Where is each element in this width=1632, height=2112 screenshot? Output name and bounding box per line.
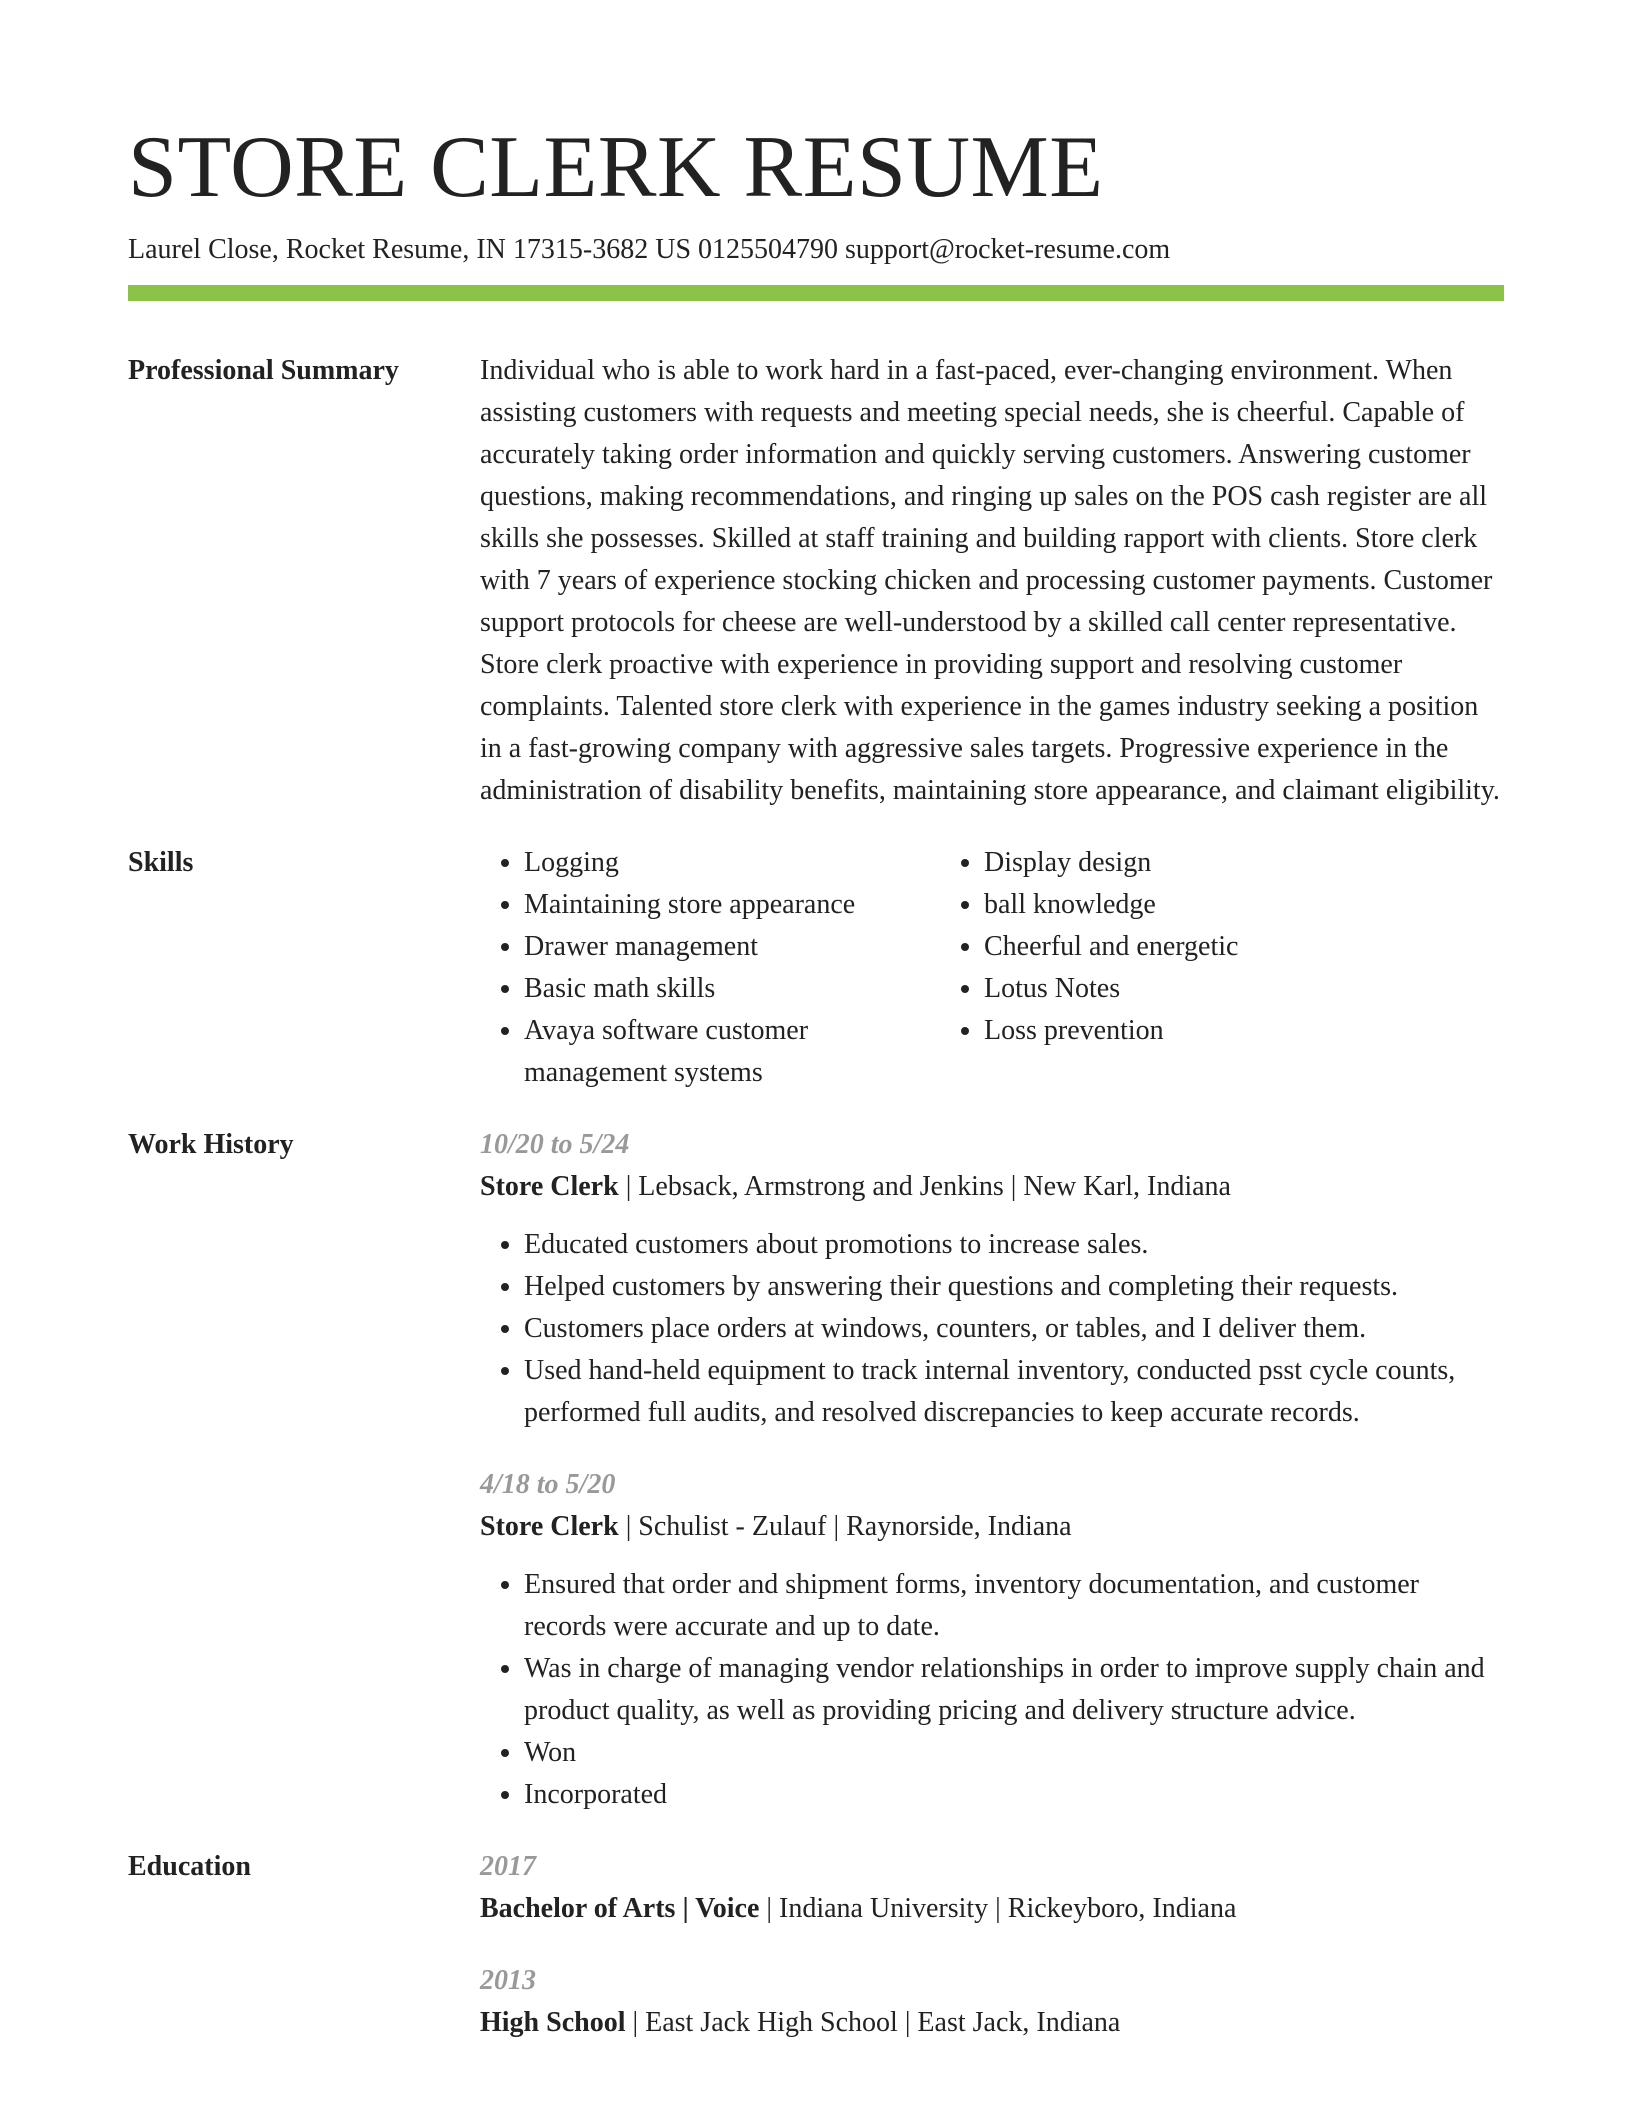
job-employer-location: | Schulist - Zulauf | Raynorside, Indiana [618, 1511, 1072, 1542]
education-body [480, 1846, 1504, 2044]
education-heading [480, 2002, 1504, 2044]
job-entry [480, 1124, 1504, 1434]
job-duty-item: • Ensured that order and shipment forms, inventory documentation, and customer records were accurate and up to date. [524, 1564, 1504, 1648]
section-label-summary: Professional Summary [128, 355, 399, 386]
education-year: 2013 [480, 1965, 536, 1996]
job-duty-item: • Helped customers by answering their questions and completing their requests. [524, 1266, 1504, 1308]
work-history-section [128, 1124, 1504, 1816]
section-label-work-history: Work History [128, 1129, 294, 1160]
job-heading [480, 1166, 1504, 1208]
resume-title: STORE CLERK RESUME [128, 119, 1104, 216]
job-duty-item: • Won [524, 1732, 1504, 1774]
summary-section [128, 350, 1504, 812]
job-title: Store Clerk [480, 1511, 619, 1542]
header-divider [128, 285, 1504, 301]
education-school-location: | Indiana University | Rickeyboro, Indiana [759, 1893, 1237, 1924]
section-label-skills: Skills [128, 847, 194, 878]
education-entry [480, 1960, 1504, 2044]
education-school-location: | East Jack High School | East Jack, Indiana [625, 2007, 1121, 2038]
job-entry [480, 1464, 1504, 1816]
education-heading [480, 1888, 1504, 1930]
job-heading [480, 1506, 1504, 1548]
skill-item: • Cheerful and energetic [984, 926, 1504, 968]
job-duty-item: • Incorporated [524, 1774, 1504, 1816]
job-duty-item: • Customers place orders at windows, counters, or tables, and I deliver them. [524, 1308, 1504, 1350]
skill-item: • Logging [524, 842, 940, 884]
skill-item: • Avaya software customer management systems [524, 1010, 940, 1094]
skill-item: • Maintaining store appearance [524, 884, 940, 926]
skill-item: • Drawer management [524, 926, 940, 968]
skill-item: • Basic math skills [524, 968, 940, 1010]
work-history-body [480, 1124, 1504, 1816]
skills-section [128, 842, 1504, 1094]
resume-sections [128, 350, 1504, 2074]
section-label-education: Education [128, 1851, 251, 1882]
skill-item: • Lotus Notes [984, 968, 1504, 1010]
education-entry [480, 1846, 1504, 1930]
skill-item: • Loss prevention [984, 1010, 1504, 1052]
summary-text: Individual who is able to work hard in a fast-paced, ever-changing environment. When assisting customers with requests and meeting special needs, she is cheerful. Capable of accurately taking order information and quickly serving customers. Answering customer questions, making recommendations, and ringing up sales on the POS cash register are all skills she possesses. Skilled at staff training and building rapport with clients. Store clerk with 7 years of experience stocking chicken and processing customer payments. Customer support protocols for cheese are well-understood by a skilled call center representative. Store clerk proactive with experience in providing support and resolving customer complaints. Talented store clerk with experience in the games industry seeking a position in a fast-growing company with aggressive sales targets. Progressive experience in the administration of disability benefits, maintaining store appearance, and claimant eligibility. [480, 355, 1500, 806]
skills-body [480, 842, 1504, 1094]
job-duties [480, 1564, 1504, 1816]
education-section [128, 1846, 1504, 2044]
skill-item: • Display design [984, 842, 1504, 884]
job-duty-item: • Used hand-held equipment to track internal inventory, conducted psst cycle counts, performed full audits, and resolved discrepancies to keep accurate records. [524, 1350, 1504, 1434]
job-duty-item: • Was in charge of managing vendor relationships in order to improve supply chain and product quality, as well as providing pricing and delivery structure advice. [524, 1648, 1504, 1732]
job-duty-item: • Educated customers about promotions to increase sales. [524, 1224, 1504, 1266]
summary-body [480, 350, 1504, 812]
skill-item: • ball knowledge [984, 884, 1504, 926]
job-dates: 4/18 to 5/20 [480, 1469, 616, 1500]
job-dates: 10/20 to 5/24 [480, 1129, 630, 1160]
contact-line: Laurel Close, Rocket Resume, IN 17315-3682 US 0125504790 support@rocket-resume.com [128, 234, 1171, 265]
education-year: 2017 [480, 1851, 536, 1882]
job-title: Store Clerk [480, 1171, 619, 1202]
skills-column-2 [940, 842, 1504, 1094]
job-duties [480, 1224, 1504, 1434]
education-degree: Bachelor of Arts | Voice [480, 1893, 760, 1924]
skills-column-1 [480, 842, 940, 1094]
education-degree: High School [480, 2007, 626, 2038]
job-employer-location: | Lebsack, Armstrong and Jenkins | New Karl, Indiana [618, 1171, 1231, 1202]
